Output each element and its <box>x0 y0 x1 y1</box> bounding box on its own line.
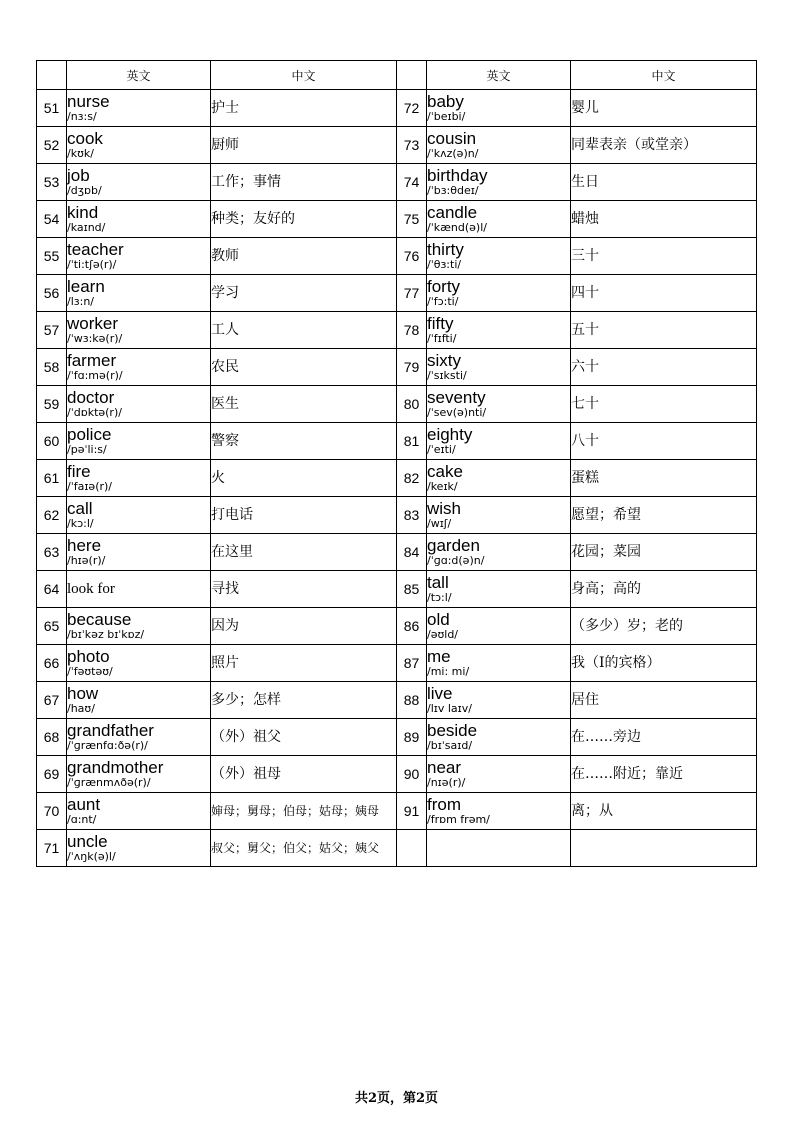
english-word: job <box>67 166 90 185</box>
phonetic-transcription: /keɪk/ <box>427 480 458 493</box>
chinese-cell <box>571 645 757 682</box>
phonetic-transcription: /ˈfɪfti/ <box>427 332 457 345</box>
chinese-meaning: 蜡烛 <box>571 210 599 227</box>
phonetic-transcription: /ˈfaɪə(r)/ <box>67 480 113 493</box>
entry-number: 74 <box>397 164 427 201</box>
english-word: doctor <box>67 388 115 407</box>
english-word: here <box>67 536 102 555</box>
english-word: near <box>427 758 462 777</box>
chinese-meaning: 花园；菜园 <box>571 543 641 560</box>
english-cell <box>67 164 211 201</box>
english-cell <box>67 312 211 349</box>
phonetic-transcription: /ˈkʌz(ə)n/ <box>427 147 479 160</box>
phonetic-transcription: /ˈfəʊtəʊ/ <box>67 665 113 678</box>
table-row <box>37 238 757 275</box>
phonetic-transcription: /ˈti:tʃə(r)/ <box>67 258 117 271</box>
english-cell <box>427 238 571 275</box>
english-cell <box>67 423 211 460</box>
english-cell <box>67 127 211 164</box>
english-word: photo <box>67 647 110 666</box>
table-row <box>37 349 757 386</box>
chinese-meaning: 婴儿 <box>571 99 599 116</box>
table-row <box>37 460 757 497</box>
chinese-cell <box>571 830 757 867</box>
entry-number: 75 <box>397 201 427 238</box>
entry-number: 56 <box>37 275 67 312</box>
entry-number: 64 <box>37 571 67 608</box>
chinese-cell <box>571 534 757 571</box>
chinese-meaning: 生日 <box>571 173 599 190</box>
english-cell <box>67 719 211 756</box>
english-cell <box>427 756 571 793</box>
table-row <box>37 830 757 867</box>
english-word: how <box>67 684 99 703</box>
english-word: garden <box>427 536 480 555</box>
table-row <box>37 201 757 238</box>
phonetic-transcription: /pəˈli:s/ <box>67 443 107 456</box>
phonetic-transcription: /bɪˈkəz bɪˈkɒz/ <box>67 628 145 641</box>
english-word: wish <box>427 499 462 518</box>
english-word: worker <box>67 314 119 333</box>
english-word: thirty <box>427 240 464 259</box>
chinese-meaning: 工人 <box>211 321 239 338</box>
english-word: nurse <box>67 92 110 111</box>
phonetic-transcription: /kʊk/ <box>67 147 94 160</box>
entry-number: 85 <box>397 571 427 608</box>
chinese-meaning: 警察 <box>211 432 239 449</box>
table-row <box>37 275 757 312</box>
english-word: learn <box>67 277 105 296</box>
phonetic-transcription: /frɒm frəm/ <box>427 813 490 826</box>
entry-number: 52 <box>37 127 67 164</box>
phonetic-transcription: /ˈθɜ:ti/ <box>427 258 462 271</box>
phonetic-transcription: /ˈfɑ:mə(r)/ <box>67 369 123 382</box>
phonetic-transcription: /ˈɡrænmʌðə(r)/ <box>67 776 151 789</box>
chinese-meaning: 愿望；希望 <box>571 506 641 523</box>
entry-number: 88 <box>397 682 427 719</box>
english-cell <box>427 719 571 756</box>
english-cell <box>67 645 211 682</box>
english-word: sixty <box>427 351 461 370</box>
english-cell <box>67 608 211 645</box>
chinese-cell <box>571 201 757 238</box>
english-cell <box>67 275 211 312</box>
english-word: look for <box>67 580 115 597</box>
english-cell <box>67 460 211 497</box>
phonetic-transcription: /kaɪnd/ <box>67 221 106 234</box>
english-cell <box>427 645 571 682</box>
chinese-meaning: 居住 <box>571 691 599 708</box>
entry-number: 65 <box>37 608 67 645</box>
table-row <box>37 164 757 201</box>
entry-number: 83 <box>397 497 427 534</box>
phonetic-transcription: /ˈsev(ə)nti/ <box>427 406 487 419</box>
english-cell <box>427 830 571 867</box>
chinese-cell <box>571 756 757 793</box>
chinese-cell <box>211 386 397 423</box>
english-word: birthday <box>427 166 488 185</box>
phonetic-transcription: /ˈʌŋk(ə)l/ <box>67 850 116 863</box>
entry-number: 66 <box>37 645 67 682</box>
phonetic-transcription: /əʊld/ <box>427 628 459 641</box>
table-row <box>37 534 757 571</box>
entry-number: 67 <box>37 682 67 719</box>
english-word: farmer <box>67 351 117 370</box>
entry-number: 58 <box>37 349 67 386</box>
english-cell <box>427 164 571 201</box>
chinese-cell <box>211 830 397 867</box>
chinese-cell <box>571 497 757 534</box>
chinese-meaning: 我（I的宾格） <box>571 654 661 671</box>
english-word: cook <box>67 129 103 148</box>
table-row <box>37 756 757 793</box>
english-word: cousin <box>427 129 477 148</box>
header-chinese-right: 中文 <box>571 61 757 90</box>
chinese-meaning: 火 <box>211 469 225 486</box>
chinese-cell <box>211 719 397 756</box>
chinese-meaning: 五十 <box>571 321 599 338</box>
page-footer: 共2页，第2页 <box>354 1091 439 1106</box>
chinese-cell <box>211 423 397 460</box>
english-cell <box>67 756 211 793</box>
entry-number: 80 <box>397 386 427 423</box>
english-cell <box>67 386 211 423</box>
table-row <box>37 90 757 127</box>
table-row <box>37 682 757 719</box>
english-word: aunt <box>67 795 101 814</box>
chinese-cell <box>211 608 397 645</box>
chinese-cell <box>211 534 397 571</box>
phonetic-transcription: /haʊ/ <box>67 702 95 715</box>
phonetic-transcription: /ˈfɔ:ti/ <box>427 295 459 308</box>
chinese-meaning: 蛋糕 <box>571 469 599 486</box>
english-word: uncle <box>67 832 108 851</box>
english-word: because <box>67 610 132 629</box>
chinese-meaning: 多少；怎样 <box>211 691 281 708</box>
english-cell <box>67 90 211 127</box>
chinese-cell <box>571 312 757 349</box>
chinese-cell <box>211 571 397 608</box>
english-word: me <box>427 647 451 666</box>
entry-number: 55 <box>37 238 67 275</box>
entry-number: 54 <box>37 201 67 238</box>
phonetic-transcription: /wɪʃ/ <box>427 517 452 530</box>
chinese-meaning: 种类；友好的 <box>211 210 295 227</box>
entry-number: 63 <box>37 534 67 571</box>
english-word: kind <box>67 203 99 222</box>
chinese-cell <box>571 608 757 645</box>
phonetic-transcription: /ˈbɜ:θdeɪ/ <box>427 184 479 197</box>
english-word: call <box>67 499 93 518</box>
chinese-meaning: （外）祖父 <box>211 728 281 745</box>
chinese-meaning: 教师 <box>211 247 239 264</box>
chinese-meaning: 打电话 <box>211 506 253 523</box>
entry-number: 90 <box>397 756 427 793</box>
chinese-meaning: 厨师 <box>211 136 239 153</box>
english-cell <box>67 571 211 608</box>
entry-number: 61 <box>37 460 67 497</box>
chinese-meaning: 医生 <box>211 395 239 412</box>
chinese-cell <box>211 497 397 534</box>
chinese-meaning: 农民 <box>211 358 239 375</box>
entry-number: 89 <box>397 719 427 756</box>
chinese-cell <box>571 386 757 423</box>
english-word: old <box>427 610 450 629</box>
english-cell <box>427 534 571 571</box>
chinese-meaning: 照片 <box>211 654 239 671</box>
english-cell <box>427 90 571 127</box>
entry-number: 51 <box>37 90 67 127</box>
chinese-cell <box>571 793 757 830</box>
chinese-meaning: 同辈表亲（或堂亲） <box>571 136 697 153</box>
entry-number: 79 <box>397 349 427 386</box>
english-cell <box>427 275 571 312</box>
entry-number: 68 <box>37 719 67 756</box>
header-english-left: 英文 <box>67 61 211 90</box>
phonetic-transcription: /lɪv laɪv/ <box>427 702 472 715</box>
english-word: tall <box>427 573 449 592</box>
table-row <box>37 571 757 608</box>
english-cell <box>427 127 571 164</box>
table-row <box>37 793 757 830</box>
chinese-cell <box>571 349 757 386</box>
header-number-right <box>397 61 427 90</box>
chinese-cell <box>211 90 397 127</box>
header-chinese-left: 中文 <box>211 61 397 90</box>
table-row <box>37 423 757 460</box>
chinese-cell <box>211 793 397 830</box>
english-word: cake <box>427 462 463 481</box>
entry-number: 84 <box>397 534 427 571</box>
entry-number: 57 <box>37 312 67 349</box>
table-row <box>37 645 757 682</box>
phonetic-transcription: /ɑ:nt/ <box>67 813 97 826</box>
chinese-cell <box>571 719 757 756</box>
entry-number: 77 <box>397 275 427 312</box>
english-word: grandfather <box>67 721 154 740</box>
header-row <box>37 61 757 90</box>
entry-number: 62 <box>37 497 67 534</box>
chinese-cell <box>211 460 397 497</box>
english-cell <box>427 608 571 645</box>
english-cell <box>67 238 211 275</box>
chinese-meaning: 护士 <box>211 99 239 116</box>
english-cell <box>67 497 211 534</box>
entry-number: 71 <box>37 830 67 867</box>
entry-number: 78 <box>397 312 427 349</box>
entry-number <box>397 830 427 867</box>
phonetic-transcription: /ˈɡɑ:d(ə)n/ <box>427 554 485 567</box>
entry-number: 73 <box>397 127 427 164</box>
entry-number: 59 <box>37 386 67 423</box>
english-word: grandmother <box>67 758 164 777</box>
chinese-cell <box>211 164 397 201</box>
entry-number: 69 <box>37 756 67 793</box>
table-row <box>37 127 757 164</box>
table-row <box>37 497 757 534</box>
entry-number: 82 <box>397 460 427 497</box>
english-word: fifty <box>427 314 454 333</box>
header-number-left <box>37 61 67 90</box>
table-row <box>37 608 757 645</box>
phonetic-transcription: /bɪˈsaɪd/ <box>427 739 473 752</box>
english-cell <box>67 534 211 571</box>
english-word: fire <box>67 462 91 481</box>
phonetic-transcription: /ˈkænd(ə)l/ <box>427 221 487 234</box>
english-cell <box>427 682 571 719</box>
table-row <box>37 312 757 349</box>
chinese-cell <box>211 645 397 682</box>
phonetic-transcription: /ˈeɪti/ <box>427 443 456 456</box>
chinese-cell <box>211 756 397 793</box>
english-cell <box>427 312 571 349</box>
english-cell <box>427 571 571 608</box>
chinese-meaning: 六十 <box>571 358 599 375</box>
english-word: forty <box>427 277 461 296</box>
phonetic-transcription: /ˈsɪksti/ <box>427 369 467 382</box>
chinese-meaning: 七十 <box>571 395 599 412</box>
chinese-meaning: 在……旁边 <box>571 728 641 745</box>
chinese-cell <box>571 682 757 719</box>
entry-number: 70 <box>37 793 67 830</box>
chinese-cell <box>571 238 757 275</box>
english-word: baby <box>427 92 464 111</box>
english-cell <box>67 349 211 386</box>
table-row <box>37 719 757 756</box>
phonetic-transcription: /ˈbeɪbi/ <box>427 110 466 123</box>
english-cell <box>67 830 211 867</box>
english-word: live <box>427 684 453 703</box>
phonetic-transcription: /ˈɡrænfɑ:ðə(r)/ <box>67 739 148 752</box>
chinese-meaning: （外）祖母 <box>211 765 281 782</box>
phonetic-transcription: /tɔ:l/ <box>427 591 452 604</box>
english-word: eighty <box>427 425 473 444</box>
english-cell <box>427 386 571 423</box>
chinese-meaning: 身高；高的 <box>571 580 641 597</box>
chinese-meaning: 离；从 <box>571 802 613 819</box>
chinese-meaning: 叔父；舅父；伯父；姑父；姨父 <box>211 841 380 855</box>
chinese-meaning: 三十 <box>571 247 599 264</box>
english-word: police <box>67 425 112 444</box>
chinese-meaning: 寻找 <box>211 580 239 597</box>
entry-number: 86 <box>397 608 427 645</box>
chinese-cell <box>211 275 397 312</box>
entry-number: 76 <box>397 238 427 275</box>
chinese-cell <box>211 682 397 719</box>
chinese-meaning: 学习 <box>211 284 239 301</box>
chinese-meaning: 八十 <box>571 432 599 449</box>
chinese-cell <box>571 164 757 201</box>
phonetic-transcription: /nɜ:s/ <box>67 110 97 123</box>
phonetic-transcription: /dʒɒb/ <box>67 184 102 197</box>
phonetic-transcription: /mi: mi/ <box>427 665 470 678</box>
chinese-cell <box>571 275 757 312</box>
chinese-meaning: 工作；事情 <box>211 173 281 190</box>
english-cell <box>67 793 211 830</box>
vocabulary-table <box>36 60 757 867</box>
entry-number: 81 <box>397 423 427 460</box>
chinese-cell <box>211 238 397 275</box>
chinese-cell <box>211 312 397 349</box>
phonetic-transcription: /kɔ:l/ <box>67 517 94 530</box>
english-cell <box>427 423 571 460</box>
chinese-cell <box>571 127 757 164</box>
header-english-right: 英文 <box>427 61 571 90</box>
english-word: teacher <box>67 240 124 259</box>
english-word: seventy <box>427 388 486 407</box>
chinese-cell <box>211 201 397 238</box>
english-word: candle <box>427 203 478 222</box>
entry-number: 60 <box>37 423 67 460</box>
chinese-meaning: 婶母；舅母；伯母；姑母；姨母 <box>211 804 380 818</box>
chinese-cell <box>571 571 757 608</box>
chinese-meaning: （多少）岁；老的 <box>571 617 683 634</box>
english-cell <box>427 793 571 830</box>
entry-number: 53 <box>37 164 67 201</box>
phonetic-transcription: /lɜ:n/ <box>67 295 94 308</box>
entry-number: 87 <box>397 645 427 682</box>
english-cell <box>67 682 211 719</box>
chinese-meaning: 在……附近；靠近 <box>571 765 683 782</box>
phonetic-transcription: /ˈdɒktə(r)/ <box>67 406 122 419</box>
chinese-cell <box>211 349 397 386</box>
chinese-meaning: 在这里 <box>211 543 253 560</box>
chinese-cell <box>571 423 757 460</box>
english-cell <box>67 201 211 238</box>
phonetic-transcription: /nɪə(r)/ <box>427 776 466 789</box>
english-cell <box>427 201 571 238</box>
english-word: beside <box>427 721 478 740</box>
chinese-cell <box>571 90 757 127</box>
chinese-meaning: 因为 <box>211 617 239 634</box>
english-cell <box>427 497 571 534</box>
chinese-meaning: 四十 <box>571 284 599 301</box>
chinese-cell <box>211 127 397 164</box>
english-cell <box>427 349 571 386</box>
english-cell <box>427 460 571 497</box>
phonetic-transcription: /ˈwɜ:kə(r)/ <box>67 332 123 345</box>
english-word: from <box>427 795 461 814</box>
chinese-cell <box>571 460 757 497</box>
table-row <box>37 386 757 423</box>
phonetic-transcription: /hɪə(r)/ <box>67 554 106 567</box>
entry-number: 72 <box>397 90 427 127</box>
entry-number: 91 <box>397 793 427 830</box>
